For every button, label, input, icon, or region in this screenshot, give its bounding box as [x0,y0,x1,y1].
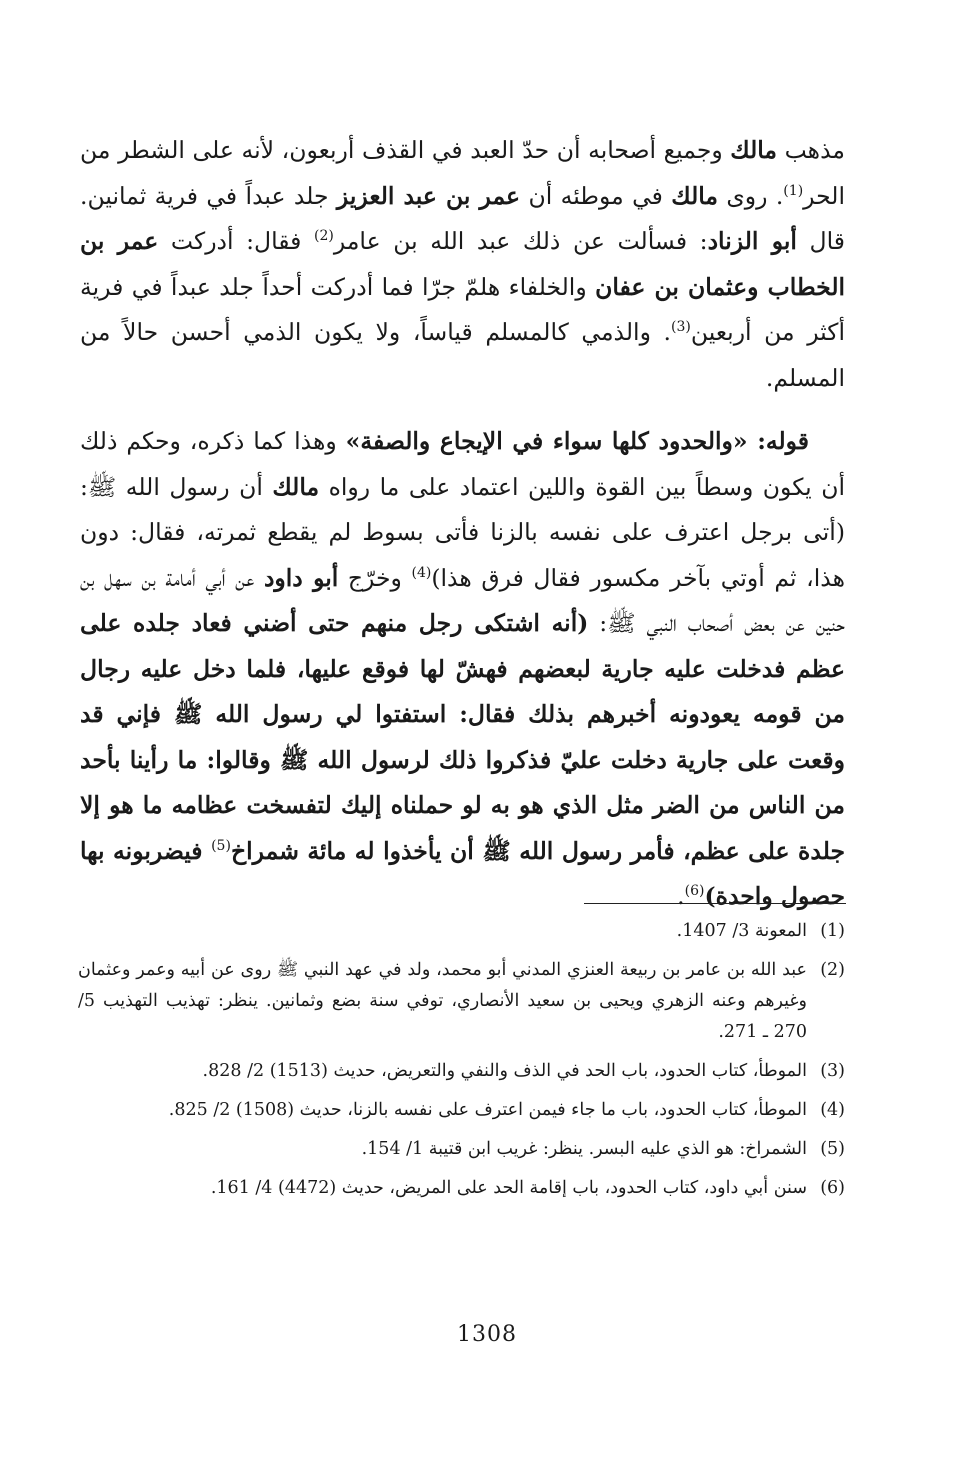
footnote-text: عبد الله بن عامر بن ربيعة العنزي المدني أبو محمد، ولد في عهد النبي ﷺ روى عن أبيه وعمر وعثمان وغيرهم وعنه الزهري ويحيى بن سعيد الأنصاري، توفي سنة بضع وثمانين. ينظر: تهذيب التهذيب 5/ 270 ـ 271. [78,960,807,1042]
footnote-number: (1) [820,921,845,941]
footnote-number: (6) [820,1178,845,1198]
text-run: جلد عبداً في فرية ثمانين. قال [80,181,845,255]
footnote-ref[interactable]: (2) [314,228,334,245]
page-number: 1308 [457,1322,517,1347]
text-run: في موطئه أن [520,181,672,210]
footnote-item [78,1173,845,1204]
text-run: وجميع أصحابه أن حدّ العبد في القذف أربعون، لأنه على الشطر من الحر [80,136,845,210]
footnote-text: سنن أبي داود، كتاب الحدود، باب إقامة الحد على المريض، حديث (4472) 4/ 161. [210,1178,807,1198]
footnote-number: (2) [820,960,845,980]
text-run: وخرّج [338,563,412,592]
footnote-text: المعونة 3/ 1407. [676,921,807,941]
footnote-ref[interactable]: (6) [684,883,705,900]
footnote-item [78,1134,845,1165]
text-run: وهذا كما ذكره، وحكم ذلك أن يكون وسطاً بين القوة واللين اعتماد على ما رواه [80,427,845,501]
bold-name: أبو داود [263,563,339,592]
text-run: والخلفاء هلمّ جرّا فما أدركت أحداً جلد عبداً في فرية أكثر من أربعين [80,272,845,346]
footnote-number: (3) [820,1061,845,1081]
footnote-item [78,1056,845,1087]
bold-hadith: (أنه اشتكى رجل منهم حتى أضني فعاد جلده على عظم فدخلت عليه جارية لبعضهم فهشّ لها فوقع عليها، فلما دخل عليه رجال من قومه يعودونه أخبرهم بذلك فقال: استفتوا لي رسول الله ﷺ فإني قد وقعت على جارية دخلت عليّ فذكروا ذلك لرسول الله ﷺ وقالوا: ما رأينا بأحد من الناس من الضر مثل الذي هو به لو حملناه إليك لتفسخت عظامه ما هو إلا جلدة على عظم، فأمر رسول الله ﷺ أن يأخذوا له مائة شمراخ [80,609,846,865]
text-run: مذهب [777,136,845,164]
text-run: : فسألت عن ذلك عبد الله بن عامر [333,227,708,255]
bold-name: عمر بن الخطاب وعثمان بن عفان [80,227,846,301]
footnote-item [78,955,845,1048]
text-run: فقال: أدركت [158,227,314,255]
paragraph-1 [80,128,845,401]
footnote-ref[interactable]: (3) [670,319,691,336]
footnote-item [78,916,845,947]
text-run: عن أبي أمامة بن سهل بن حنين عن بعض أصحاب النبي ﷺ: [80,563,846,637]
footnote-ref[interactable]: (5) [211,837,231,854]
text-run: أن رسول الله ﷺ: (أتى برجل اعترف على نفسه بالزنا فأتى بسوط لم يقطع ثمرته، فقال: دون هذا، ثم أوتي بآخر مكسور فقال فرق هذا) [80,472,845,592]
footnote-number: (4) [820,1100,845,1120]
footnote-number: (5) [820,1139,845,1159]
footnote-ref[interactable]: (4) [411,564,432,581]
bold-name: مالك [671,181,718,210]
footnote-ref[interactable]: (1) [783,182,804,199]
bold-name: مالك [730,136,778,164]
text-run: . [677,882,685,910]
bold-hadith: فيضربونه بها حصول واحدة) [80,836,845,910]
paragraph-2 [80,419,845,920]
footnotes [78,916,845,1212]
bold-name: أبو الزناد [707,227,797,255]
text-run: . والذمي كالمسلم قياساً، ولا يكون الذمي أحسن حالاً من المسلم. [80,318,845,392]
main-text [80,128,845,920]
footnote-text: الشمراخ: هو الذي عليه البسر. ينظر: غريب ابن قتيبة 1/ 154. [361,1139,807,1159]
footnote-item [78,1095,845,1126]
quoted-heading: قوله: «والحدود كلها سواء في الإيجاع والصفة» [345,427,810,455]
footnote-text: الموطأ، كتاب الحدود، باب ما جاء فيمن اعترف على نفسه بالزنا، حديث (1508) 2/ 825. [168,1100,807,1120]
bold-name: عمر بن عبد العزيز [336,181,521,210]
bold-name: مالك [272,472,320,501]
footnote-divider [584,903,846,904]
text-run: . روى [718,181,784,210]
footnote-text: الموطأ، كتاب الحدود، باب الحد في الذف والنفي والتعريض، حديث (1513) 2/ 828. [202,1061,807,1081]
